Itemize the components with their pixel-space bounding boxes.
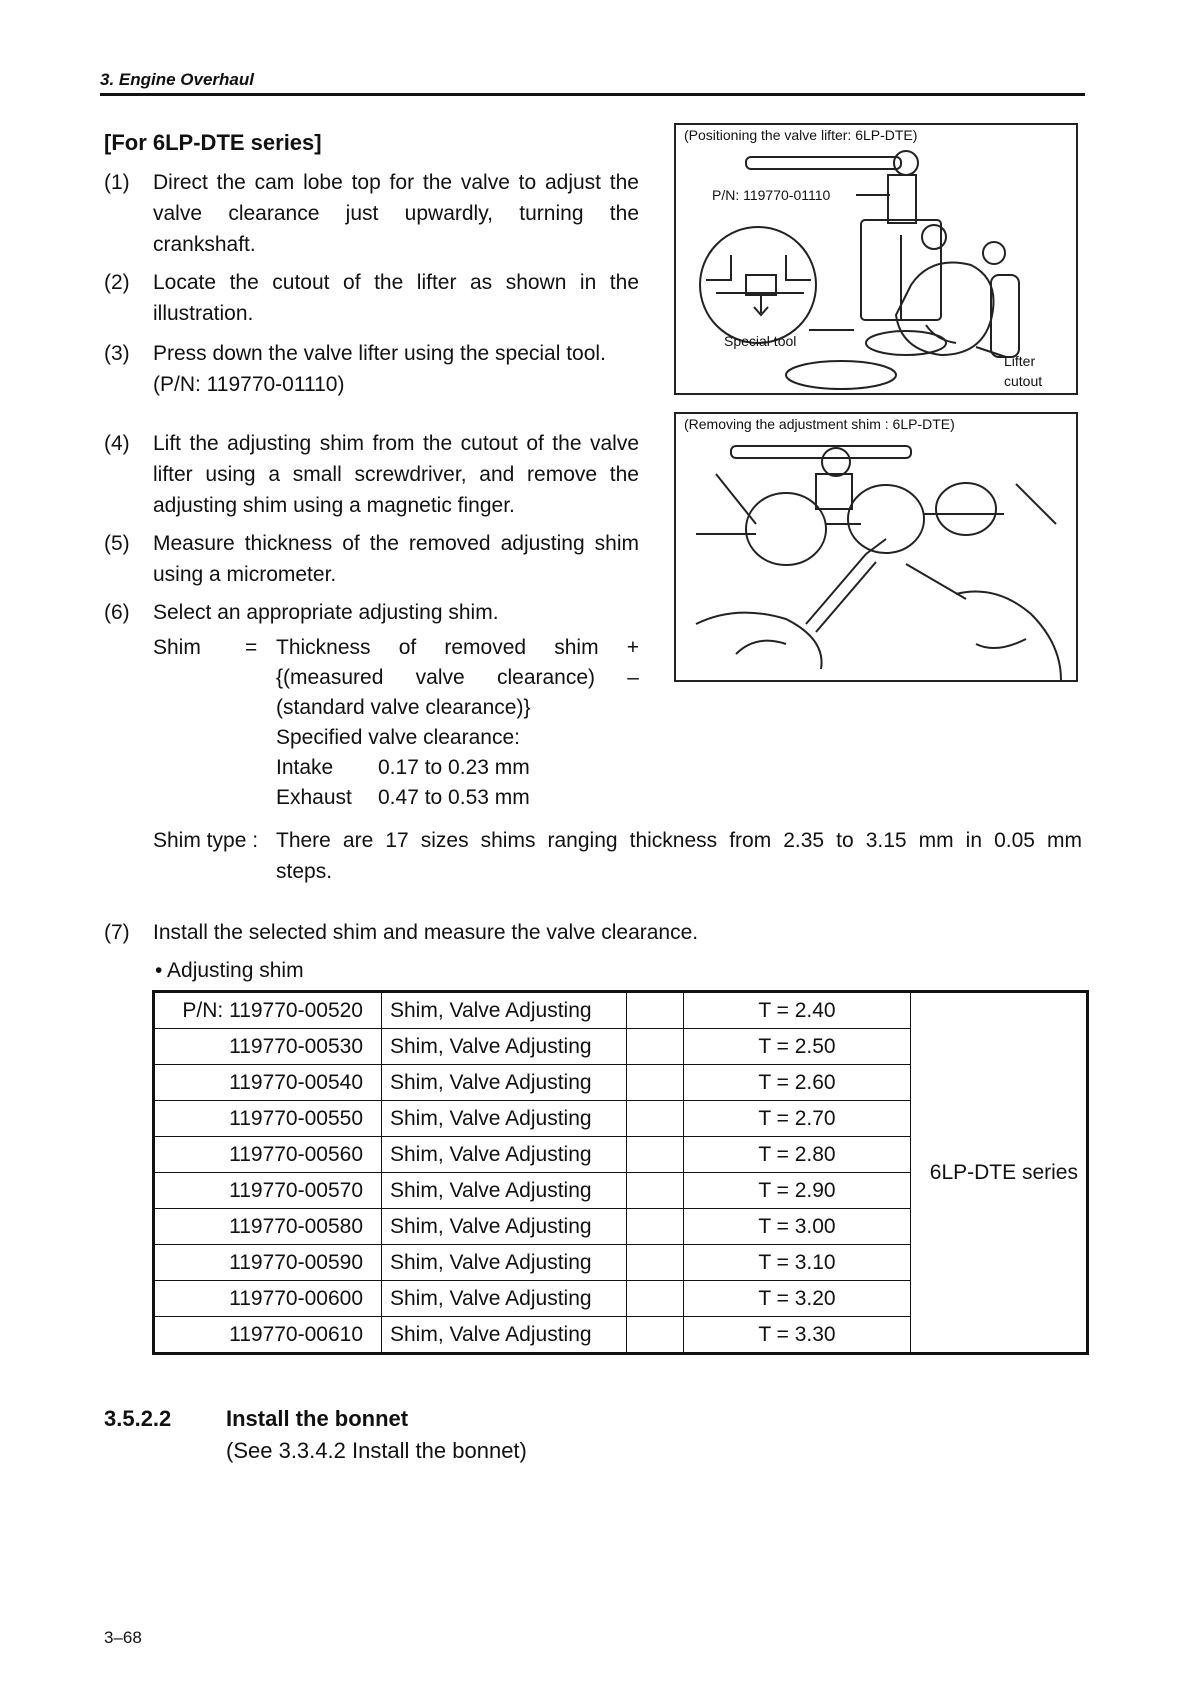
step-1 <box>104 167 639 262</box>
formula-line-1: Thickness of removed shim + <box>276 636 639 659</box>
thickness-cell: T = 3.30 <box>684 1317 911 1354</box>
blank-cell <box>627 1209 684 1245</box>
figure-1-cutout-label: cutout <box>1004 373 1043 389</box>
part-name-cell: Shim, Valve Adjusting <box>382 1281 627 1317</box>
step-text: Install the selected shim and measure the valve clearance. <box>153 921 699 944</box>
step-number: (1) <box>104 171 130 194</box>
step-5 <box>104 528 639 590</box>
formula-equals: = <box>245 636 258 659</box>
figure-positioning-lifter <box>674 123 1078 395</box>
formula-line-2: {(measured valve clearance) – <box>276 666 639 689</box>
blank-cell <box>627 1065 684 1101</box>
bullet-adjusting-shim: • Adjusting shim <box>155 959 304 982</box>
part-number-cell: 119770-00560 <box>154 1137 382 1173</box>
blank-cell <box>627 1137 684 1173</box>
part-number-cell: 119770-00600 <box>154 1281 382 1317</box>
figure-1-pn-label: P/N: 119770-01110 <box>712 187 831 203</box>
step-number: (5) <box>104 532 130 555</box>
thickness-cell: T = 2.90 <box>684 1173 911 1209</box>
part-number-cell: 119770-00540 <box>154 1065 382 1101</box>
figure-removing-shim <box>674 412 1078 682</box>
step-text: Direct the cam lobe top for the valve to adjust the valve clearance just upwardly, turning the crankshaft. <box>153 171 639 256</box>
blank-cell <box>627 992 684 1029</box>
blank-cell <box>627 1317 684 1354</box>
step-number: (3) <box>104 342 130 365</box>
formula-label: Shim <box>153 636 201 659</box>
thickness-cell: T = 2.40 <box>684 992 911 1029</box>
thickness-cell: T = 3.00 <box>684 1209 911 1245</box>
shim-formula <box>153 633 643 823</box>
part-number-cell: 119770-00580 <box>154 1209 382 1245</box>
step-text: Press down the valve lifter using the special tool. (P/N: 119770-01110) <box>153 342 606 396</box>
blank-cell <box>627 1281 684 1317</box>
page-number: 3–68 <box>104 1628 142 1647</box>
section-heading: [For 6LP-DTE series] <box>104 130 322 155</box>
subsection-title: Install the bonnet <box>226 1406 409 1431</box>
subsection-reference: (See 3.3.4.2 Install the bonnet) <box>226 1438 527 1463</box>
step-text: Select an appropriate adjusting shim. <box>153 601 499 624</box>
subsection-number: 3.5.2.2 <box>104 1406 172 1431</box>
figure-1-special-tool-label: Special tool <box>724 333 797 349</box>
exhaust-label: Exhaust <box>276 786 352 809</box>
running-header: 3. Engine Overhaul <box>100 70 254 89</box>
thickness-cell: T = 2.50 <box>684 1029 911 1065</box>
step-text: Locate the cutout of the lifter as shown in the illustration. <box>153 271 639 325</box>
part-name-cell: Shim, Valve Adjusting <box>382 1029 627 1065</box>
part-number-cell: 119770-00550 <box>154 1101 382 1137</box>
header-rule <box>100 93 1085 96</box>
step-3 <box>104 338 639 400</box>
figure-2-caption: (Removing the adjustment shim : 6LP-DTE) <box>684 416 955 432</box>
step-number: (4) <box>104 432 130 455</box>
thickness-cell: T = 2.80 <box>684 1137 911 1173</box>
part-name-cell: Shim, Valve Adjusting <box>382 1065 627 1101</box>
part-number-cell: 119770-00530 <box>154 1029 382 1065</box>
thickness-cell: T = 3.10 <box>684 1245 911 1281</box>
step-number: (7) <box>104 921 130 944</box>
blank-cell <box>627 1245 684 1281</box>
step-6 <box>104 597 639 628</box>
shim-type-note <box>153 826 1083 888</box>
part-number-cell: 119770-00570 <box>154 1173 382 1209</box>
thickness-cell: T = 2.70 <box>684 1101 911 1137</box>
formula-line-3: (standard valve clearance)} <box>276 696 531 719</box>
part-name-cell: Shim, Valve Adjusting <box>382 1317 627 1354</box>
blank-cell <box>627 1101 684 1137</box>
shim-removal-illustration <box>676 414 1076 680</box>
part-name-cell: Shim, Valve Adjusting <box>382 1209 627 1245</box>
part-number-cell: P/N: 119770-00520 <box>154 992 382 1029</box>
shim-type-label: Shim type : <box>153 829 259 852</box>
series-cell: 6LP-DTE series <box>911 992 1088 1354</box>
shim-type-text-cont: steps. <box>276 860 333 883</box>
part-name-cell: Shim, Valve Adjusting <box>382 1245 627 1281</box>
specified-clearance-label: Specified valve clearance: <box>276 726 520 749</box>
part-name-cell: Shim, Valve Adjusting <box>382 1101 627 1137</box>
exhaust-value: 0.47 to 0.53 mm <box>378 786 530 809</box>
step-text: Lift the adjusting shim from the cutout of the valve lifter using a small screwdriver, and remove the adjusting shim using a magnetic finger. <box>153 432 639 517</box>
step-7 <box>104 917 904 948</box>
thickness-cell: T = 2.60 <box>684 1065 911 1101</box>
step-number: (2) <box>104 271 130 294</box>
figure-1-lifter-label: Lifter <box>1004 353 1036 369</box>
shim-table <box>152 990 1089 1355</box>
figure-1-caption: (Positioning the valve lifter: 6LP-DTE) <box>684 127 918 143</box>
part-name-cell: Shim, Valve Adjusting <box>382 1137 627 1173</box>
step-number: (6) <box>104 601 130 624</box>
step-4 <box>104 428 639 523</box>
intake-label: Intake <box>276 756 334 779</box>
part-name-cell: Shim, Valve Adjusting <box>382 1173 627 1209</box>
part-name-cell: Shim, Valve Adjusting <box>382 992 627 1029</box>
step-text: Measure thickness of the removed adjusting shim using a micrometer. <box>153 532 639 586</box>
thickness-cell: T = 3.20 <box>684 1281 911 1317</box>
blank-cell <box>627 1029 684 1065</box>
intake-value: 0.17 to 0.23 mm <box>378 756 530 779</box>
shim-type-text: There are 17 sizes shims ranging thickness from 2.35 to 3.15 mm in 0.05 mm <box>276 829 1082 852</box>
table-row <box>154 992 1088 1029</box>
part-number-cell: 119770-00610 <box>154 1317 382 1354</box>
part-number-cell: 119770-00590 <box>154 1245 382 1281</box>
blank-cell <box>627 1173 684 1209</box>
step-2 <box>104 267 639 329</box>
